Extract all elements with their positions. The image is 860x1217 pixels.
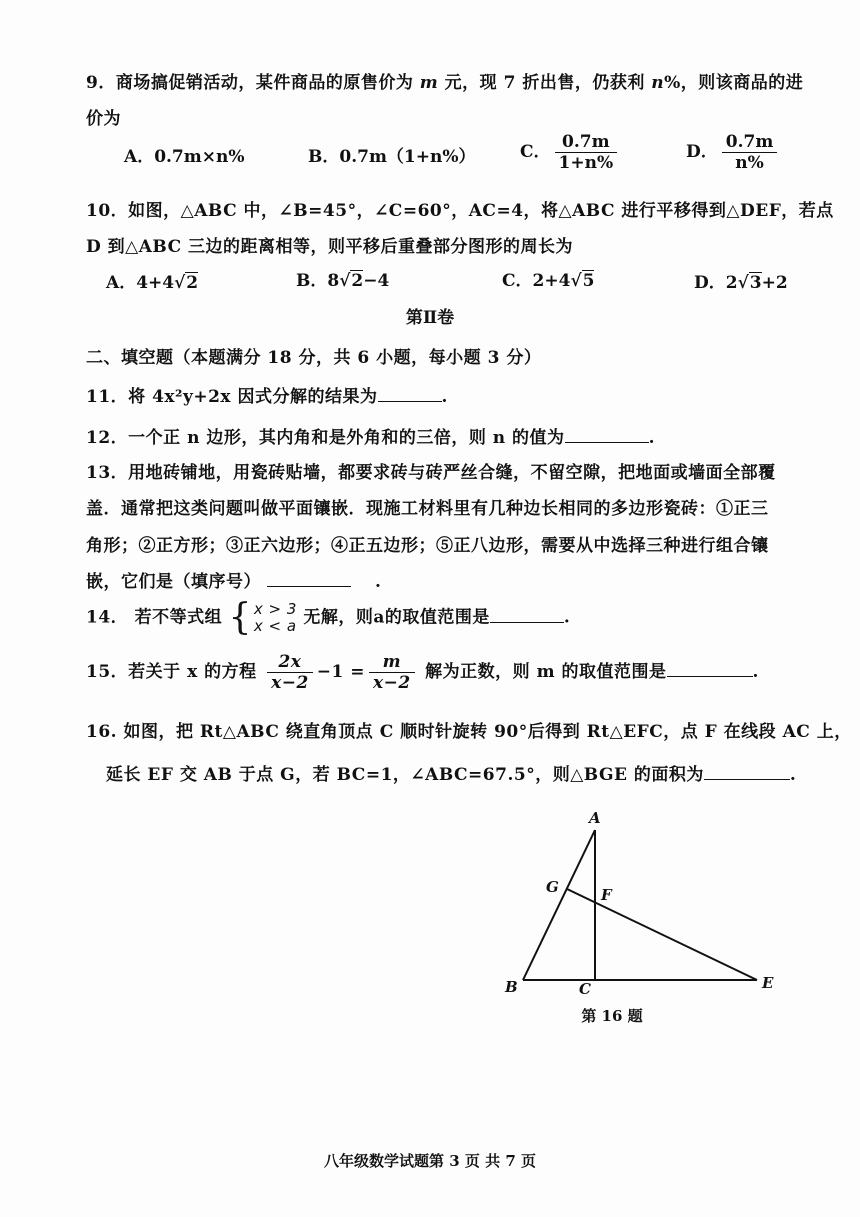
point-label-G: G [546, 878, 559, 896]
q15-mid: −1 = [316, 662, 366, 682]
q9-text-a: 9．商场搞促销活动，某件商品的原售价为 [86, 73, 420, 93]
segment-BA [523, 830, 595, 980]
q13-line3: 角形；②正方形；③正六边形；④正五边形；⑤正八边形，需要从中选择三种进行组合镶 [86, 536, 769, 556]
point-label-A: A [589, 809, 601, 827]
q9-option-d-label: D． [686, 142, 718, 162]
q14-text-b: 无解，则a的取值范围是 [303, 607, 490, 628]
q14-text: 14． 若不等式组 [86, 607, 223, 628]
q15-text-b: 解为正数，则 m 的取值范围是 [425, 662, 667, 682]
q9-var-m: m [419, 73, 439, 93]
figure-caption: 第 16 题 [581, 1007, 643, 1025]
q10-option-d-radicand: 3 [749, 273, 762, 293]
q11-end: . [441, 387, 448, 407]
q14-end: . [563, 607, 571, 628]
q9-text-c: %，则该商品的进 [664, 73, 804, 93]
q10-option-b: B．8√2−4 [296, 271, 390, 291]
q10-option-d: D．2√3+2 [694, 273, 788, 293]
q16-text: 延长 EF 交 AB 于点 G，若 BC=1，∠ABC=67.5°，则△BGE 的面积为 [106, 765, 704, 785]
section-2-title: 第Ⅱ卷 [405, 308, 455, 328]
q13-line1: 13．用地砖铺地，用瓷砖贴墙，都要求砖与砖严丝合缝，不留空隙，把地面或墙面全部覆 [86, 463, 776, 483]
q10-option-b-tail: −4 [363, 271, 390, 291]
q15-text: 15．若关于 x 的方程 [86, 662, 257, 682]
q15-end: . [752, 662, 759, 682]
q10-option-c: C．2+4√5 [502, 271, 595, 291]
q10-line1: 10．如图，△ABC 中，∠B=45°，∠C=60°，AC=4，将△ABC 进行平移得到△DEF，若点 [86, 201, 834, 221]
fill-in-header: 二、填空题（本题满分 18 分，共 6 小题，每小题 3 分） [86, 348, 542, 368]
fraction-numerator: m [369, 652, 415, 673]
q11-text: 11．将 4x²y+2x 因式分解的结果为 [86, 387, 378, 407]
q9-var-n: n [651, 73, 665, 93]
fraction-denominator: x−2 [373, 673, 411, 693]
q10-option-a: A．4+4√2 [106, 273, 199, 293]
q13-text: 嵌，它们是（填序号） [86, 572, 261, 592]
fraction-denominator: n% [735, 153, 764, 173]
q16-line1: 16. 如图，把 Rt△ABC 绕直角顶点 C 顺时针旋转 90°后得到 Rt△EFC，点 F 在线段 AC 上， [86, 722, 852, 742]
page-footer: 八年级数学试题第 3 页 共 7 页 [324, 1152, 536, 1170]
q9-line2: 价为 [86, 109, 121, 129]
q10-option-c-text: C．2+4 [502, 271, 571, 291]
q10-option-b-radicand: 2 [351, 271, 364, 291]
q10-option-c-radicand: 5 [582, 271, 595, 291]
q16-end: . [789, 765, 797, 785]
q14-inequality-1: x > 3 [253, 600, 297, 618]
left-brace-icon: { [228, 597, 252, 638]
point-label-C: C [579, 980, 591, 998]
fraction-denominator: 1+n% [558, 153, 614, 173]
q9-option-c-label: C． [520, 142, 551, 162]
point-label-F: F [601, 886, 612, 904]
q13-end: . [375, 572, 382, 592]
q10-option-d-text: D．2 [694, 273, 738, 293]
point-label-B: B [505, 978, 518, 996]
fraction-numerator: 0.7m [722, 132, 778, 153]
fraction-denominator: x−2 [271, 673, 309, 693]
point-label-E: E [762, 974, 774, 992]
q9-text-b: 元，现 7 折出售，仍获利 [438, 73, 652, 93]
q13-line2: 盖．通常把这类问题叫做平面镶嵌．现施工材料里有几种边长相同的多边形瓷砖：①正三 [86, 499, 769, 519]
fraction-numerator: 0.7m [555, 132, 618, 153]
q12-end: . [648, 428, 655, 448]
q9-option-a: A．0.7m×n% [124, 147, 245, 167]
fraction-numerator: 2x [267, 652, 313, 673]
q10-option-a-text: A．4+4 [106, 273, 175, 293]
q14-inequality-2: x < a [253, 617, 297, 635]
q10-option-a-radicand: 2 [186, 273, 199, 293]
q12-text: 12．一个正 n 边形，其内角和是外角和的三倍，则 n 的值为 [86, 428, 565, 448]
q10-option-d-tail: +2 [761, 273, 788, 293]
q10-line2: D 到△ABC 三边的距离相等，则平移后重叠部分图形的周长为 [86, 237, 574, 257]
q10-option-b-text: B．8 [296, 271, 340, 291]
q9-option-b: B．0.7m（1+n%） [308, 147, 476, 167]
